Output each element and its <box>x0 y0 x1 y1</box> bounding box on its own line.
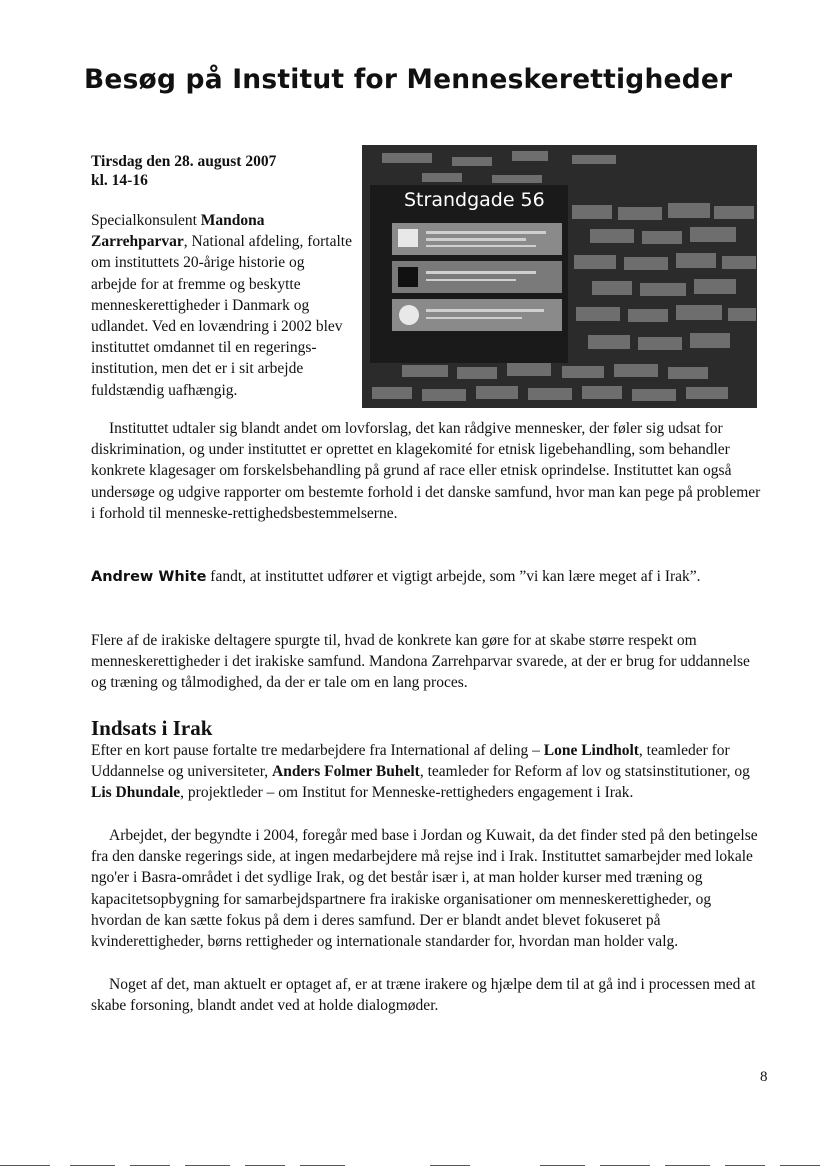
intro-person-name: Mandona Zarrehparvar <box>91 212 265 251</box>
paragraph-2-text: fandt, at instituttet udfører et vigtigt arbejde, som ”vi kan lære meget af i Irak”. <box>206 568 701 585</box>
building-sign-photo-image <box>362 145 757 408</box>
body-paragraph-1: Instituttet udtaler sig blandt andet om lovforslag, det kan rådgive mennesker, der føler sig udsat for diskrimination, og under instituttet er oprettet en klagekomité for etnisk ligebehandling, som behandler konkrete klagesager om forskelsbehandling på grund af race eller etnisk oprindelse. Instituttet kan også undersøge og udgive rapporter om bestemte forhold i det danske samfund, hvor man kan pege på problemer i forhold til menneske-rettighedsbestemmelserne. <box>91 420 761 522</box>
person-name-3: Lis Dhundale <box>91 784 181 802</box>
paragraph-4-text-4: , projektleder – om Institut for Menneske-rettigheders engagement i Irak. <box>180 784 634 802</box>
scan-edge-line <box>665 1165 710 1166</box>
section-heading: Indsats i Irak <box>91 716 213 740</box>
person-name-2: Anders Folmer Buhelt <box>272 763 420 781</box>
scan-edge-line <box>245 1165 285 1166</box>
building-sign-photo <box>362 145 757 408</box>
event-time-line: kl. 14-16 <box>91 172 148 189</box>
event-date-line: Tirsdag den 28. august 2007 <box>91 153 277 170</box>
intro-text-after: , National afdeling, fortalte om instituttets 20-årige historie og arbejde for at fremme og beskytte menneskerettigheder i Danmark og udlandet. Ved en lovændring i 2002 blev instituttet omdannet til en regerings-institution, men det er i sit arbejde fuldstændig uafhængig. <box>91 233 352 399</box>
body-paragraph-6: Noget af det, man aktuelt er optaget af, er at træne irakere og hjælpe dem til at gå ind i processen med at skabe forsoning, blandt andet ved at holde dialogmøder. <box>91 976 756 1015</box>
scan-edge-line <box>0 1165 50 1166</box>
scan-edge-line <box>185 1165 230 1166</box>
paragraph-4-text-3: , teamleder for Reform af lov og statsinstitutioner, og <box>419 763 750 781</box>
body-paragraph-3: Flere af de irakiske deltagere spurgte til, hvad de konkrete kan gøre for at skabe større respekt om menneskerettigheder i det irakiske samfund. Mandona Zarrehparvar svarede, at der er brug for uddannelse og træning og tålmodighed, da der er tale om en lang proces. <box>91 632 750 692</box>
intro-text-before: Specialkonsulent <box>91 212 201 229</box>
event-date <box>91 152 276 190</box>
scan-edge-line <box>780 1165 820 1166</box>
scan-edge-line <box>430 1165 470 1166</box>
body-paragraph-4 <box>91 740 761 804</box>
scan-edge-line <box>725 1165 765 1166</box>
scan-edge-line <box>70 1165 115 1166</box>
scan-edge-line <box>600 1165 650 1166</box>
body-paragraph-5: Arbejdet, der begyndte i 2004, foregår med base i Jordan og Kuwait, da det finder sted på den betingelse fra den danske regerings side, at ingen medarbejdere må rejse ind i Irak. Instituttet samarbejder med lokale ngo'er i Basra-området i det sydlige Irak, og det består især i, at man holder kurser med træning og kapacitetsopbygning for samarbejdspartnere fra irakiske organisationer om menneskerettigheder, og hvordan de kan sætte fokus på dem i deres samfund. Der er blandt andet blevet fokuseret på kvinderettigheder, børns rettigheder og internationale standarder for, hvordan man holder valg. <box>91 827 758 951</box>
person-name-1: Lone Lindholt <box>543 742 639 759</box>
scan-edge-line <box>300 1165 345 1166</box>
sign-address: Strandgade 56 <box>404 189 545 211</box>
body-paragraph-2 <box>91 566 761 588</box>
page-number: 8 <box>760 1069 768 1085</box>
scan-edge-line <box>130 1165 170 1166</box>
page-title: Besøg på Institut for Menneskerettigheder <box>84 64 733 95</box>
intro-paragraph <box>91 210 353 401</box>
paragraph-4-text-1: Efter en kort pause fortalte tre medarbejdere fra International af deling – <box>91 742 544 759</box>
person-name: Andrew White <box>91 569 207 585</box>
scan-edge-line <box>540 1165 585 1166</box>
paragraph-4-text-2: , teamleder for Uddannelse og universiteter, <box>91 742 730 781</box>
